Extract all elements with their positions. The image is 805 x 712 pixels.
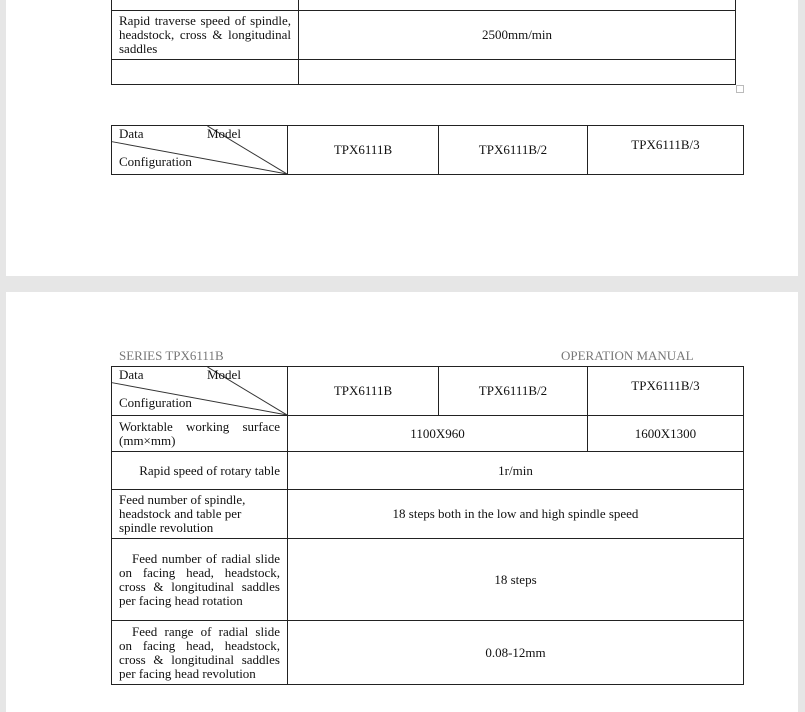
row-label: Worktable working surface (mm×mm) xyxy=(112,416,288,452)
header-series: SERIES TPX6111B xyxy=(119,348,224,363)
row-value: 1r/min xyxy=(288,452,744,490)
row-label: Feed range of radial slide on facing head, headstock, cross & longitudinal saddles per facing head revolution xyxy=(112,621,288,685)
model-header: TPX6111B/2 xyxy=(439,367,588,416)
table-row xyxy=(112,539,744,621)
spec-table-continued xyxy=(111,0,736,85)
table-row xyxy=(112,490,744,539)
paragraph-end-marker xyxy=(736,85,744,93)
table-row xyxy=(112,60,736,85)
diagonal-header-cell xyxy=(112,126,288,175)
row-value: 0.08-12mm xyxy=(288,621,744,685)
model-header: TPX6111B/3 xyxy=(588,367,744,416)
table-row xyxy=(112,367,744,416)
diagonal-header-cell xyxy=(112,367,288,416)
row-value: 1100X960 xyxy=(288,416,588,452)
corner-data-label: Data xyxy=(119,126,144,141)
model-header: TPX6111B xyxy=(288,367,439,416)
corner-model-label: Model xyxy=(207,367,241,382)
row-value: 1600X1300 xyxy=(588,416,744,452)
spec-table xyxy=(111,366,744,685)
row-label xyxy=(112,0,299,11)
table-row xyxy=(112,621,744,685)
header-manual: OPERATION MANUAL xyxy=(561,348,694,363)
row-label: Feed number of spindle, headstock and table per spindle revolution xyxy=(112,490,288,539)
row-value: 2500mm/min xyxy=(299,11,736,60)
row-label: Rapid speed of rotary table xyxy=(112,452,288,490)
model-header: TPX6111B xyxy=(288,126,439,175)
table-row xyxy=(112,452,744,490)
corner-model-label: Model xyxy=(207,126,241,141)
row-value xyxy=(299,60,736,85)
document-page-2 xyxy=(6,292,798,712)
corner-data-label: Data xyxy=(119,367,144,382)
row-value xyxy=(299,0,736,11)
row-value: 18 steps xyxy=(288,539,744,621)
row-label xyxy=(112,60,299,85)
row-label: Feed number of radial slide on facing head, headstock, cross & longitudinal saddles per facing head rotation xyxy=(112,539,288,621)
model-header: TPX6111B/2 xyxy=(439,126,588,175)
model-header-table xyxy=(111,125,744,175)
row-label: Rapid traverse speed of spindle, headstock, cross & longitudinal saddles xyxy=(112,11,299,60)
row-value: 18 steps both in the low and high spindle speed xyxy=(288,490,744,539)
model-header: TPX6111B/3 xyxy=(588,126,744,175)
table-row xyxy=(112,126,744,175)
table-row xyxy=(112,416,744,452)
corner-configuration-label: Configuration xyxy=(119,154,192,169)
corner-configuration-label: Configuration xyxy=(119,395,192,410)
document-page-1 xyxy=(6,0,798,276)
table-row xyxy=(112,11,736,60)
table-row xyxy=(112,0,736,11)
